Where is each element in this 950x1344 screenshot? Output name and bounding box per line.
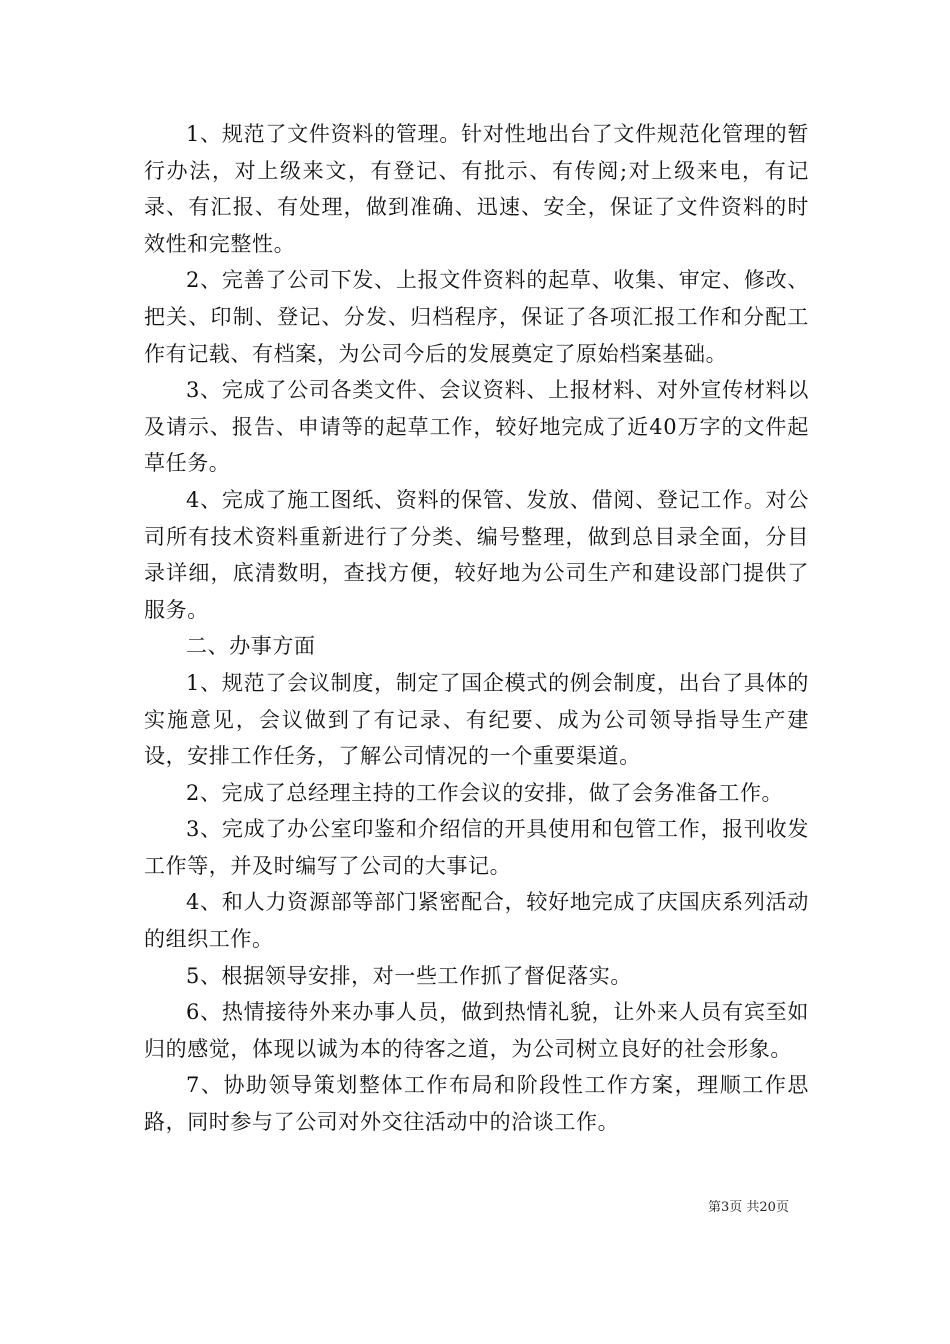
paragraph-seals-letters: 3、完成了办公室印鉴和介绍信的开具使用和包管工作，报刊收发工作等，并及时编写了公司的大事记。 xyxy=(144,817,809,878)
paragraph-visitor-reception: 6、热情接待外来办事人员，做到热情礼貌，让外来人员有宾至如归的感觉，体现以诚为本的待客之道，为公司树立良好的社会形象。 xyxy=(144,1000,809,1061)
paragraph-meeting-arrangement: 2、完成了总经理主持的工作会议的安排，做了会务准备工作。 xyxy=(186,780,784,805)
paragraph-drawings-archive: 4、完成了施工图纸、资料的保管、发放、借阅、登记工作。对公司所有技术资料重新进行了分类、编号整理，做到总目录全面，分目录详细，底清数明，查找方便，较好地为公司生产和建设部门提供了服务。 xyxy=(144,487,809,622)
document-body xyxy=(144,116,809,1141)
section-heading-affairs: 二、办事方面 xyxy=(186,634,316,659)
paragraph-meeting-system: 1、规范了会议制度，制定了国企模式的例会制度，出台了具体的实施意见，会议做到了有记录、有纪要、成为公司领导指导生产建设，安排工作任务，了解公司情况的一个重要渠道。 xyxy=(144,670,809,769)
paragraph-document-drafting-process: 2、完善了公司下发、上报文件资料的起草、收集、审定、修改、把关、印制、登记、分发、归档程序，保证了各项汇报工作和分配工作有记载、有档案，为公司今后的发展奠定了原始档案基础。 xyxy=(144,268,809,366)
paragraph-supervision: 5、根据领导安排，对一些工作抓了督促落实。 xyxy=(186,963,632,988)
paragraph-document-drafting-completed: 3、完成了公司各类文件、会议资料、上报材料、对外宣传材料以及请示、报告、申请等的起草工作，较好地完成了近40万字的文件起草任务。 xyxy=(144,378,809,476)
paragraph-file-management: 1、规范了文件资料的管理。针对性地出台了文件规范化管理的暂行办法，对上级来文，有登记、有批示、有传阅;对上级来电，有记录、有汇报、有处理，做到准确、迅速、安全，保证了文件资料的时效性和完整性。 xyxy=(144,122,809,256)
paragraph-planning-assistance: 7、协助领导策划整体工作布局和阶段性工作方案，理顺工作思路，同时参与了公司对外交往活动中的洽谈工作。 xyxy=(144,1073,809,1135)
paragraph-hr-cooperation: 4、和人力资源部等部门紧密配合，较好地完成了庆国庆系列活动的组织工作。 xyxy=(144,890,809,952)
page-number-footer: 第3页 共20页 xyxy=(708,1200,789,1215)
